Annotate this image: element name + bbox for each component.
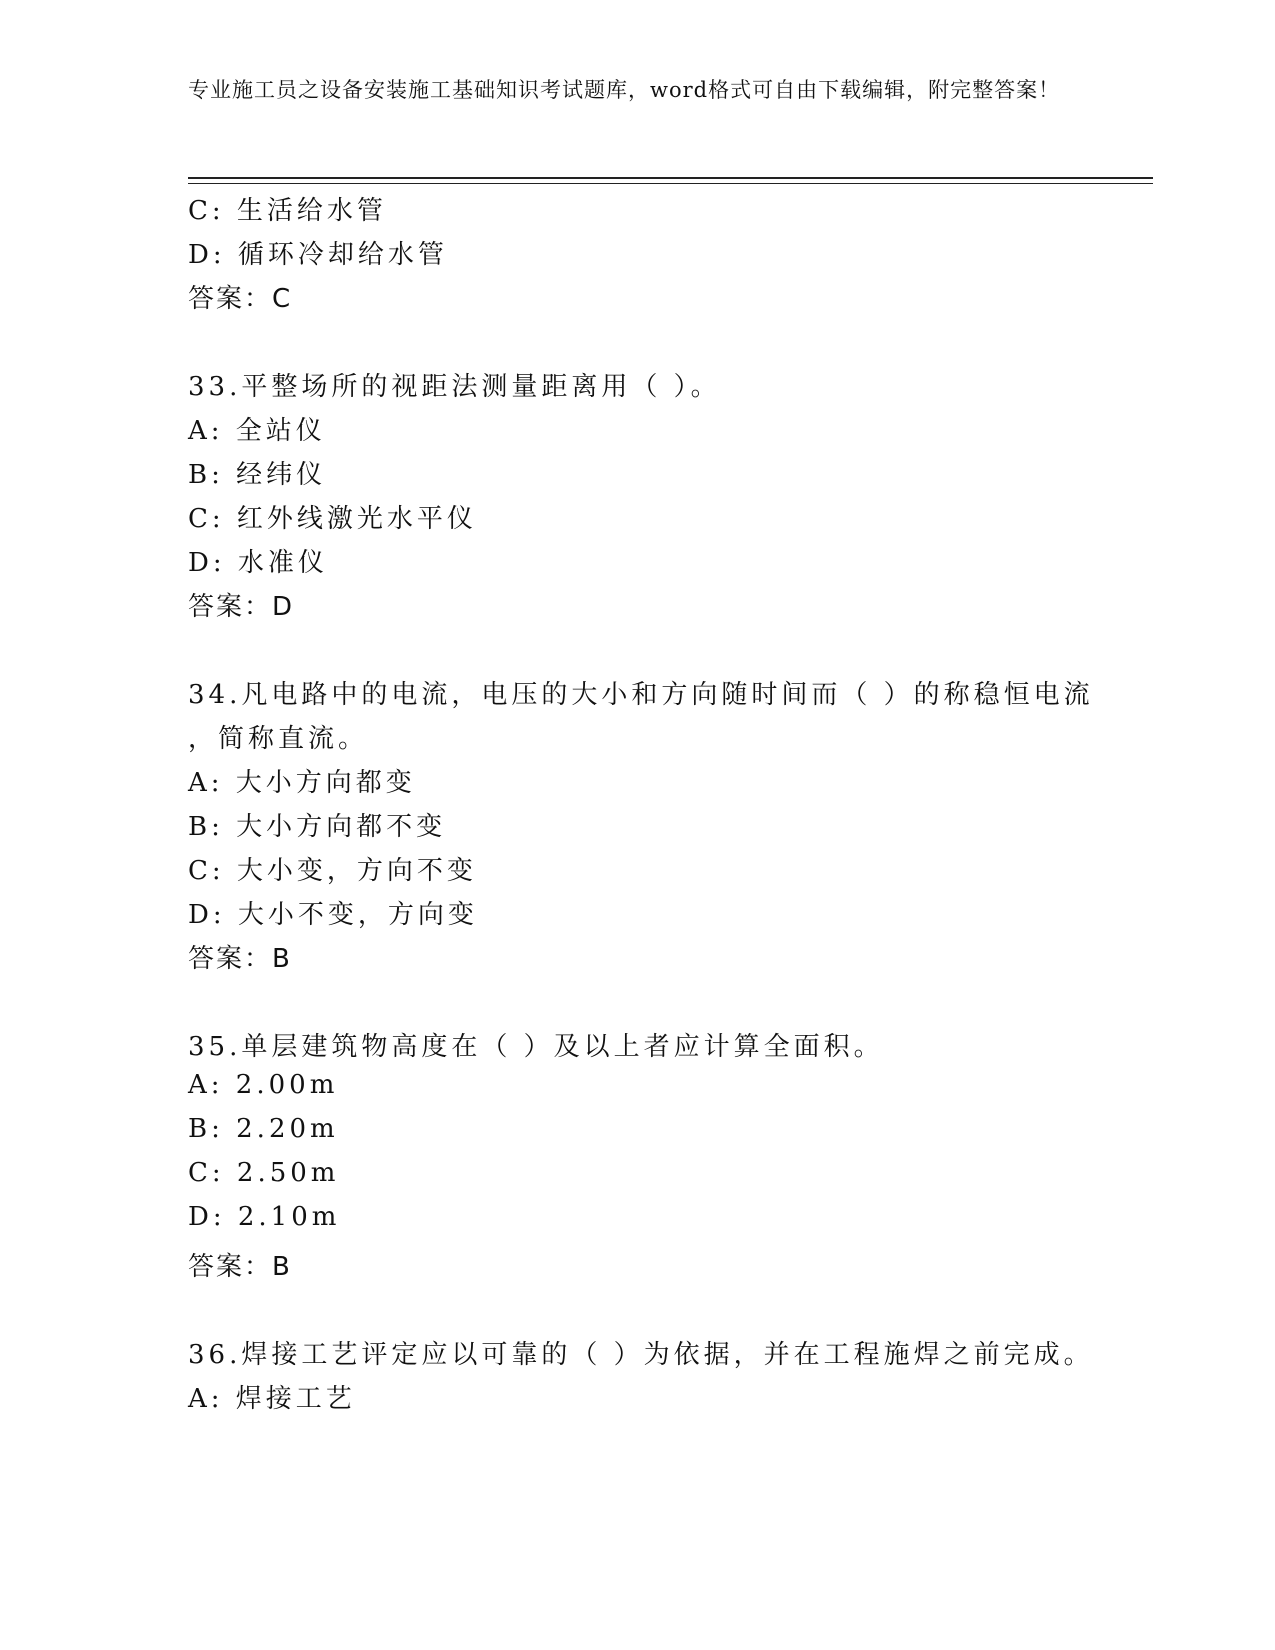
answer-line: 答案：C bbox=[188, 284, 293, 314]
question-35-option-a: A: 2.00m bbox=[188, 1070, 339, 1100]
question-33-answer: 答案：D bbox=[188, 592, 295, 622]
question-35-stem: 35.单层建筑物高度在（ ）及以上者应计算全面积。 bbox=[188, 1032, 884, 1062]
question-35-option-d: D: 2.10m bbox=[188, 1202, 341, 1232]
question-33-stem: 33.平整场所的视距法测量距离用（ ）。 bbox=[188, 372, 721, 402]
question-35-option-b: B: 2.20m bbox=[188, 1114, 339, 1144]
header-divider bbox=[188, 177, 1153, 184]
option-d: D: 循环冷却给水管 bbox=[188, 240, 448, 270]
question-34-answer: 答案：B bbox=[188, 944, 292, 974]
question-33-option-a: A: 全站仪 bbox=[188, 416, 326, 446]
question-34-option-b: B: 大小方向都不变 bbox=[188, 812, 447, 842]
question-35-answer: 答案：B bbox=[188, 1252, 292, 1282]
document-header: 专业施工员之设备安装施工基础知识考试题库，word格式可自由下载编辑，附完整答案！ bbox=[188, 78, 1061, 102]
question-33-option-d: D: 水准仪 bbox=[188, 548, 328, 578]
question-36-option-a: A: 焊接工艺 bbox=[188, 1384, 356, 1414]
question-34-stem: 34.凡电路中的电流，电压的大小和方向随时间而（ ）的称稳恒电流 bbox=[188, 680, 1094, 710]
question-33-option-b: B: 经纬仪 bbox=[188, 460, 327, 490]
question-33-option-c: C: 红外线激光水平仪 bbox=[188, 504, 477, 534]
option-c: C: 生活给水管 bbox=[188, 196, 387, 226]
question-34-option-c: C: 大小变，方向不变 bbox=[188, 856, 477, 886]
question-34-option-a: A: 大小方向都变 bbox=[188, 768, 416, 798]
question-35-option-c: C: 2.50m bbox=[188, 1158, 340, 1188]
question-34-option-d: D: 大小不变，方向变 bbox=[188, 900, 478, 930]
question-34-stem-continued: ，简称直流。 bbox=[188, 724, 369, 754]
question-36-stem: 36.焊接工艺评定应以可靠的（ ）为依据，并在工程施焊之前完成。 bbox=[188, 1340, 1094, 1370]
